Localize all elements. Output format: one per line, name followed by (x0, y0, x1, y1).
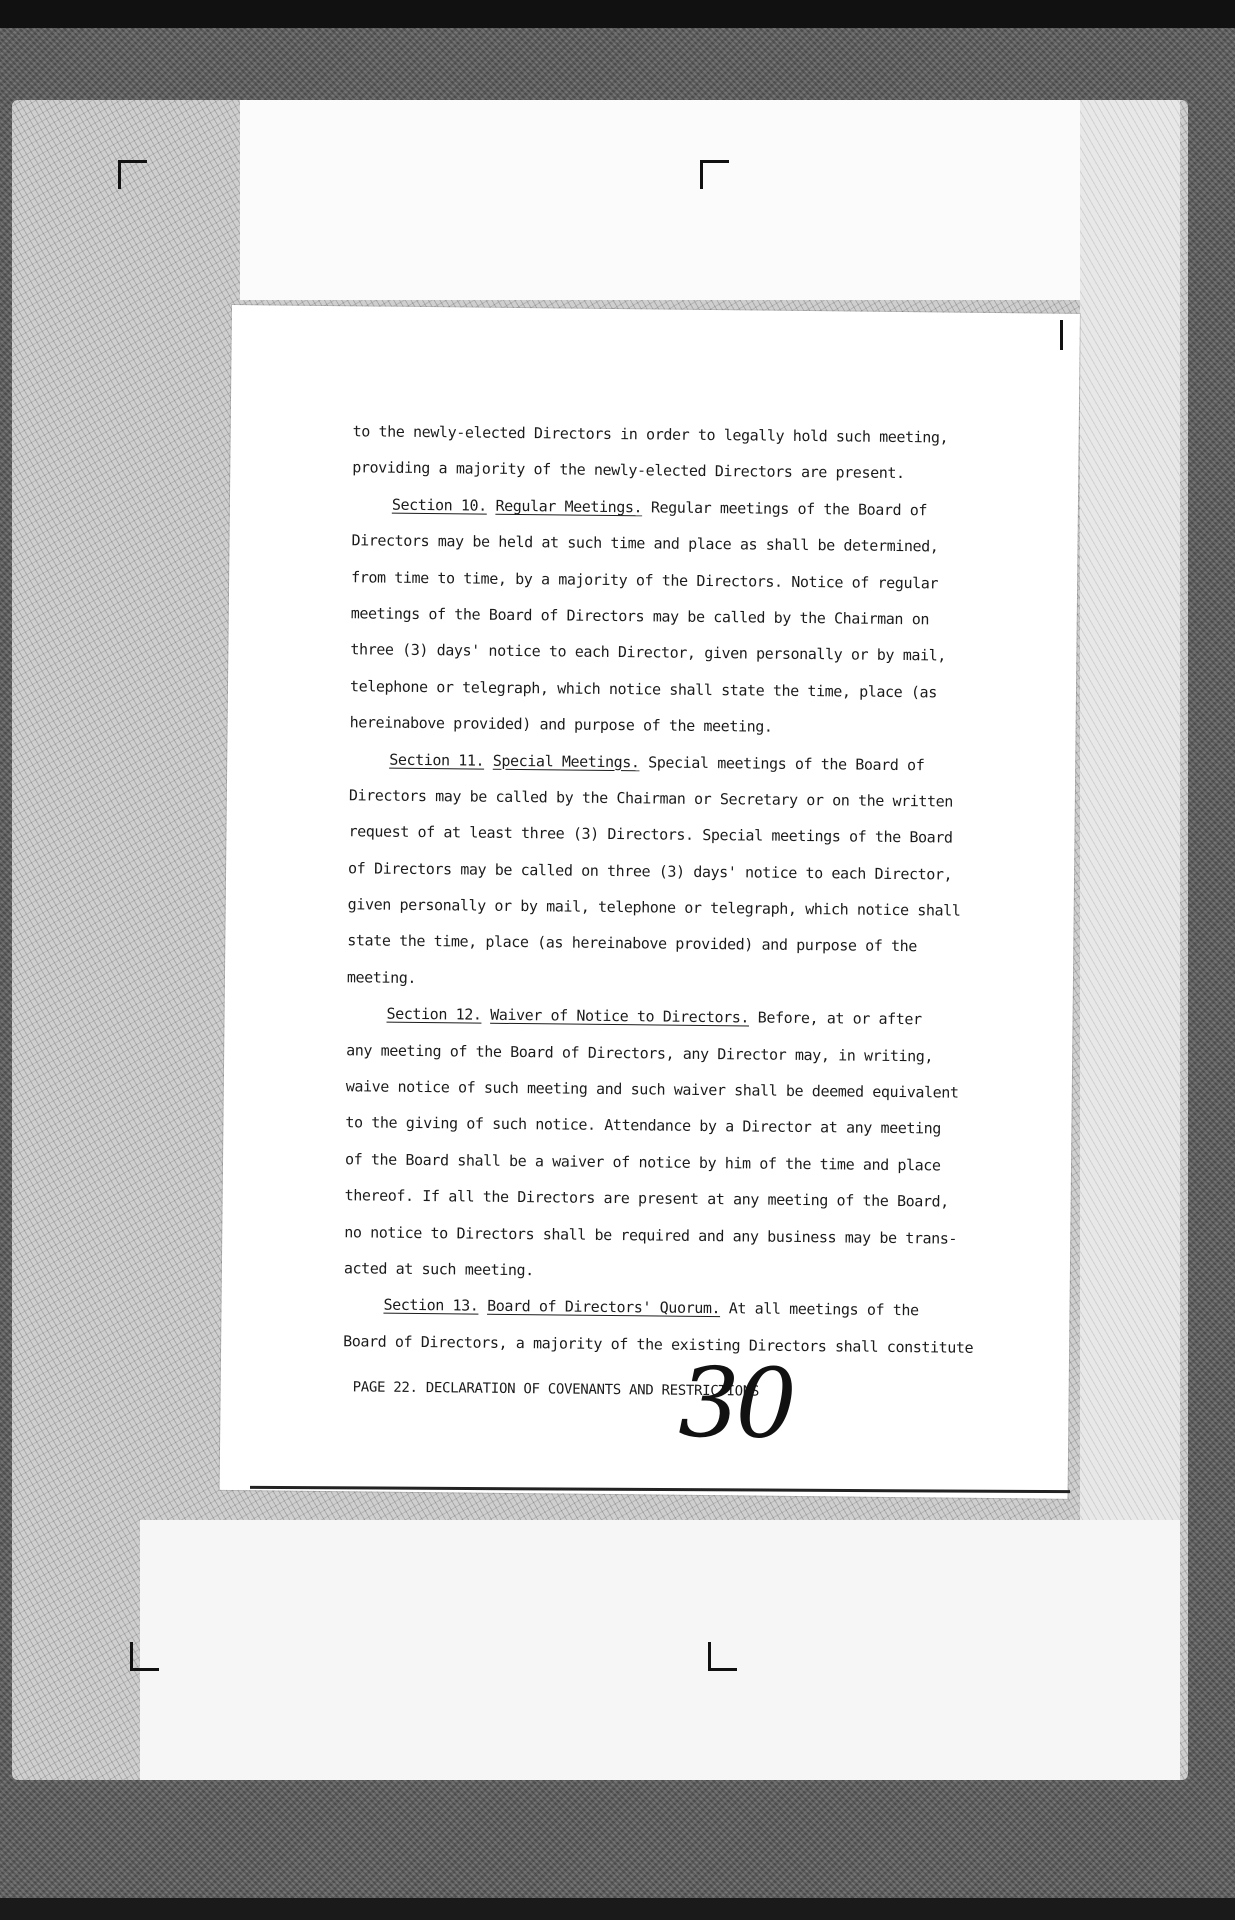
text-line: meetings of the Board of Directors may be called by the Chairman on (350, 604, 930, 629)
crop-mark-bottom-left (130, 1642, 159, 1671)
text-line: to the giving of such notice. Attendance by a Director at any meeting (345, 1113, 942, 1138)
text-run: At all meetings of the (728, 1299, 919, 1320)
text-line: thereof. If all the Directors are present at any meeting of the Board, (344, 1186, 949, 1211)
text-line: providing a majority of the newly-elected Directors are present. (352, 458, 905, 483)
crop-mark-bottom-center (708, 1642, 737, 1671)
section-13-first-line (343, 1287, 963, 1330)
text-line: to the newly-elected Directors in order to legally hold such meeting, (352, 422, 949, 447)
page-right-mark (1060, 320, 1063, 350)
text-line: from time to time, by a majority of the Directors. Notice of regular (351, 567, 939, 592)
text-line: state the time, place (as hereinabove provided) and purpose of the (347, 931, 918, 956)
text-line: any meeting of the Board of Directors, any Director may, in writing, (346, 1040, 934, 1066)
handwritten-page-number: 30 (677, 1346, 794, 1460)
text-line: of the Board shall be a waiver of notice by him of the time and place (344, 1150, 941, 1175)
text-run: Before, at or after (757, 1008, 922, 1029)
text-line: acted at such meeting. (343, 1259, 534, 1280)
section-heading: Waiver of Notice to Directors. (490, 1005, 750, 1027)
text-line: Directors may be held at such time and place as shall be determined, (351, 531, 939, 556)
outer-sheet-bottom-area (140, 1520, 1180, 1780)
section-12-first-line (346, 995, 966, 1038)
body-text (343, 413, 973, 1366)
section-11-first-line (349, 741, 969, 784)
section-heading: Regular Meetings. (495, 496, 643, 517)
section-number: Section 11. (389, 750, 485, 770)
outer-sheet-top-area (240, 100, 1180, 300)
text-line: three (3) days' notice to each Director, given personally or by mail, (350, 640, 946, 665)
scan-top-edge (0, 0, 1235, 28)
text-line: no notice to Directors shall be required and any business may be trans- (344, 1222, 958, 1248)
text-line: request of at least three (3) Directors. Special meetings of the Board (348, 822, 953, 847)
text-run: Regular meetings of the Board of (650, 498, 928, 520)
text-line: meeting. (346, 968, 417, 987)
section-number: Section 13. (383, 1296, 479, 1316)
text-line: telephone or telegraph, which notice shall state the time, place (as (349, 676, 937, 702)
text-line: waive notice of such meeting and such waiver shall be deemed equivalent (345, 1077, 959, 1102)
text-line: Board of Directors, a majority of the existing Directors shall constitute (343, 1331, 974, 1357)
section-number: Section 10. (391, 495, 487, 515)
scan-bottom-edge (0, 1898, 1235, 1920)
page-footer: PAGE 22. DECLARATION OF COVENANTS AND RESTRICTIONS (352, 1379, 760, 1400)
text-run: Special meetings of the Board of (648, 752, 925, 774)
text-line: Directors may be called by the Chairman or Secretary or on the written (348, 786, 954, 811)
text-line: given personally or by mail, telephone or telegraph, which notice shall (347, 895, 961, 920)
crop-mark-top-center (700, 160, 729, 189)
section-heading: Board of Directors' Quorum. (487, 1297, 721, 1318)
section-number: Section 12. (386, 1004, 482, 1024)
section-heading: Special Meetings. (492, 751, 640, 771)
text-line: hereinabove provided) and purpose of the meeting. (349, 713, 773, 736)
text-line: of Directors may be called on three (3) days' notice to each Director, (348, 858, 953, 884)
crop-mark-top-left (118, 160, 147, 189)
document-page (220, 305, 1080, 1499)
